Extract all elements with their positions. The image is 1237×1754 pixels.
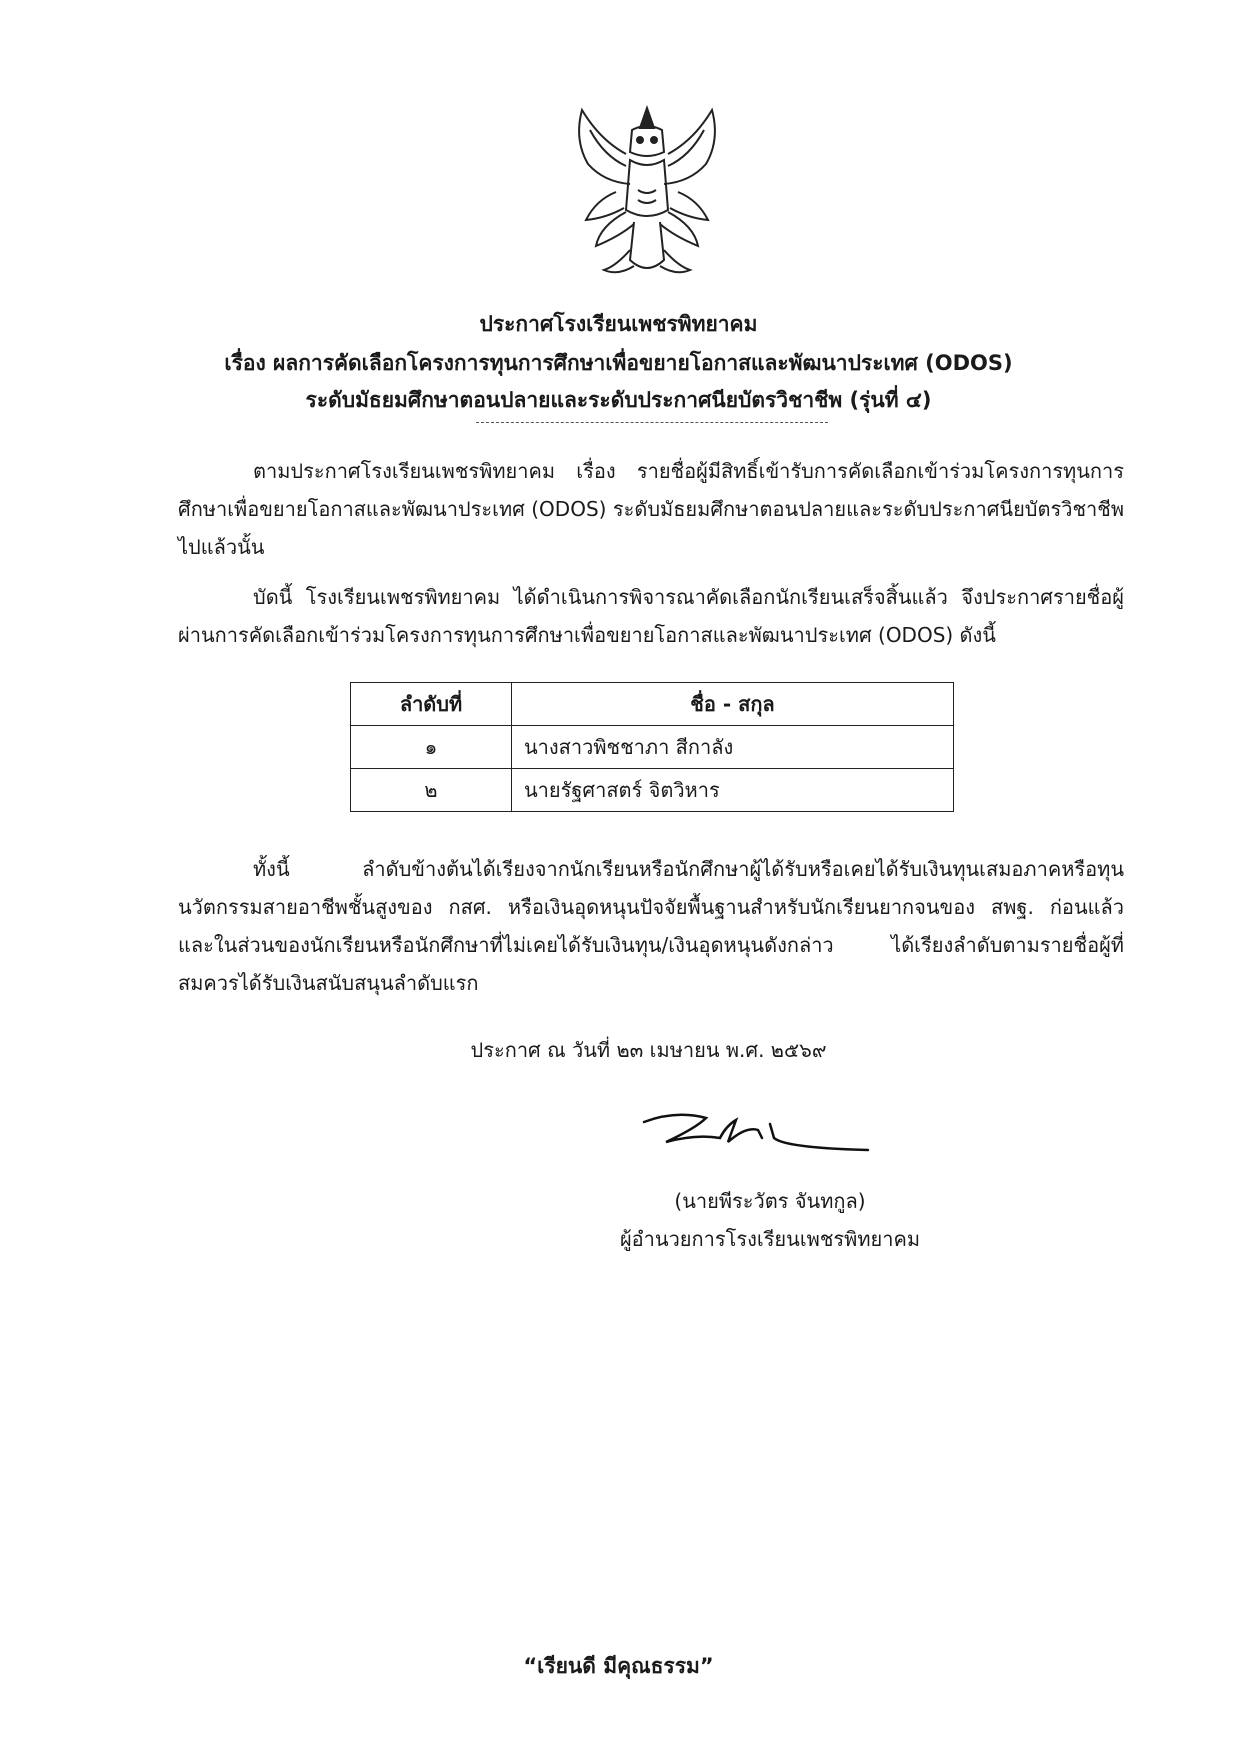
separator-line (476, 422, 828, 423)
row-name: นายรัฐศาสตร์ จิตวิหาร (512, 769, 954, 812)
row-order: ๒ (351, 769, 512, 812)
paragraph-announcement: บัดนี้ โรงเรียนเพชรพิทยาคม ได้ดำเนินการพิจารณาคัดเลือกนักเรียนเสร็จสิ้นแล้ว จึงประกาศรายชื่อผู้ผ่านการคัดเลือกเข้าร่วมโครงการทุนการศึกษาเพื่อขยายโอกาสและพัฒนาประเทศ (ODOS) ดังนี้ (178, 585, 1124, 647)
row-name: นางสาวพิชชาภา สีกาลัง (512, 726, 954, 769)
column-header-order: ลำดับที่ (351, 683, 512, 726)
selected-students-table (350, 682, 954, 812)
table-header-row (351, 683, 954, 726)
signer-position: ผู้อำนวยการโรงเรียนเพชรพิทยาคม (619, 1227, 921, 1251)
paragraph-ordering-note: ทั้งนี้ ลำดับข้างต้นได้เรียงจากนักเรียนหรือนักศึกษาผู้ได้รับหรือเคยได้รับเงินทุนเสมอภาคหรือทุนนวัตกรรมสายอาชีพชั้นสูงของ กสศ. หรือเงินอุดหนุนปัจจัยพื้นฐานสำหรับนักเรียนยากจนของ สพฐ. ก่อนแล้ว และในส่วนของนักเรียนหรือนักศึกษาที่ไม่เคยได้รับเงินทุน/เงินอุดหนุนดังกล่าว ได้เรียงลำดับตามรายชื่อผู้ที่สมควรได้รับเงินสนับสนุนลำดับแรก (178, 857, 1124, 995)
signature-image (636, 1108, 876, 1170)
announcement-date: ประกาศ ณ วันที่ ๒๓ เมษายน พ.ศ. ๒๕๖๙ (470, 1038, 827, 1062)
garuda-emblem-icon (560, 100, 735, 290)
paragraph-reference: ตามประกาศโรงเรียนเพชรพิทยาคม เรื่อง รายชื่อผู้มีสิทธิ์เข้ารับการคัดเลือกเข้าร่วมโครงการทุนการศึกษาเพื่อขยายโอกาสและพัฒนาประเทศ (ODOS) ระดับมัธยมศึกษาตอนปลายและระดับประกาศนียบัตรวิชาชีพ ไปแล้วนั้น (178, 459, 1124, 559)
column-header-name: ชื่อ - สกุล (512, 683, 954, 726)
table-row (351, 769, 954, 812)
school-motto: “เรียนดี มีคุณธรรม” (523, 1654, 714, 1678)
row-order: ๑ (351, 726, 512, 769)
table-row (351, 726, 954, 769)
announcement-subtitle: ระดับมัธยมศึกษาตอนปลายและระดับประกาศนียบัตรวิชาชีพ (รุ่นที่ ๔) (305, 388, 932, 412)
announcement-title: ประกาศโรงเรียนเพชรพิทยาคม (479, 312, 758, 336)
signer-name: (นายพีระวัตร จันทกูล) (674, 1189, 866, 1213)
announcement-subject: เรื่อง ผลการคัดเลือกโครงการทุนการศึกษาเพื่อขยายโอกาสและพัฒนาประเทศ (ODOS) (224, 351, 1013, 375)
